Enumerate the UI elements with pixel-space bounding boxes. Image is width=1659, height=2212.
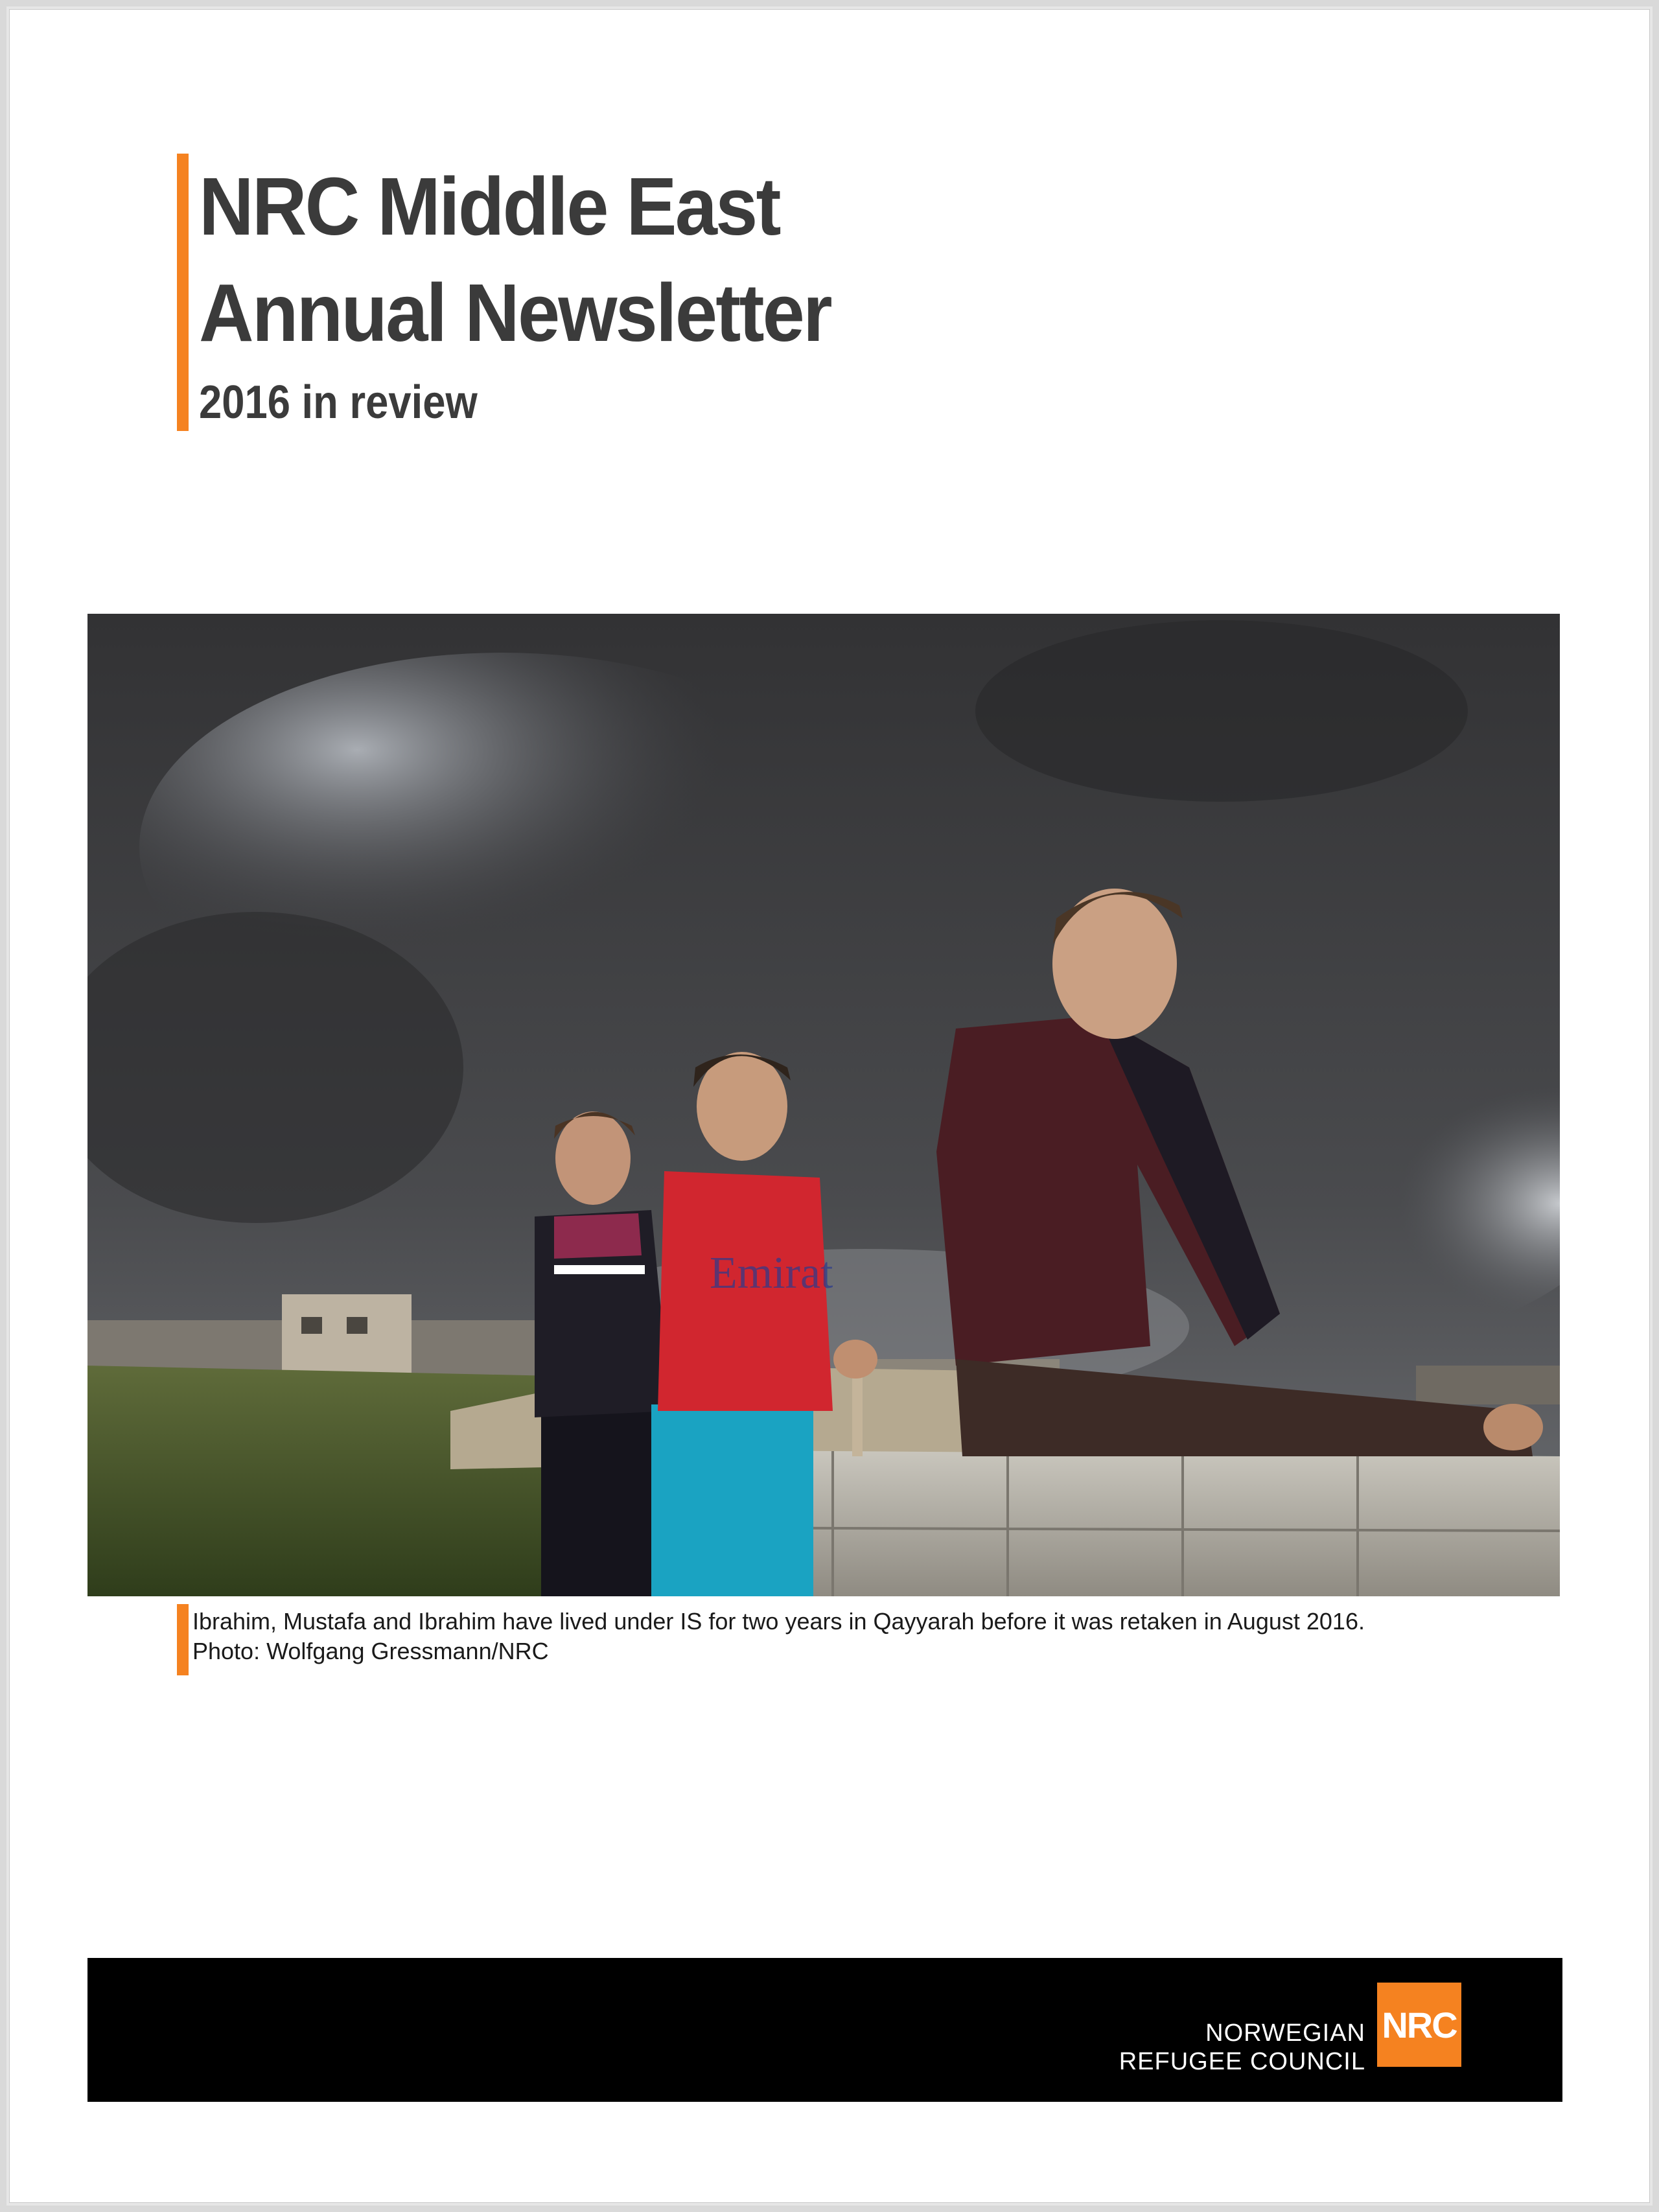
nrc-logo: [1377, 1983, 1461, 2067]
nrc-logo-text: NRC: [1382, 2004, 1457, 2045]
photo-illustration: [87, 614, 1560, 1596]
svg-text:Emirat: Emirat: [710, 1248, 833, 1298]
footer-band: [87, 1958, 1562, 2102]
title-line-2: Annual Newsletter: [199, 267, 831, 358]
photo-caption: [192, 1607, 1365, 1666]
page-title: [199, 154, 831, 366]
page-subtitle: 2016 in review: [199, 377, 478, 428]
organization-name-line-2: REFUGEE COUNCIL: [1119, 2048, 1365, 2075]
newsletter-cover-page: [9, 9, 1650, 2203]
caption-line-2: Photo: Wolfgang Gressmann/NRC: [192, 1638, 549, 1664]
title-line-1: NRC Middle East: [199, 161, 780, 252]
organization-name-line-1: NORWEGIAN: [1205, 2020, 1365, 2047]
caption-line-1: Ibrahim, Mustafa and Ibrahim have lived under IS for two years in Qayyarah before it was retaken in August 2016.: [192, 1608, 1365, 1635]
caption-accent-bar: [177, 1604, 189, 1675]
organization-name: [1119, 2019, 1365, 2076]
cover-photo: [87, 614, 1560, 1596]
title-accent-bar: [177, 154, 189, 431]
